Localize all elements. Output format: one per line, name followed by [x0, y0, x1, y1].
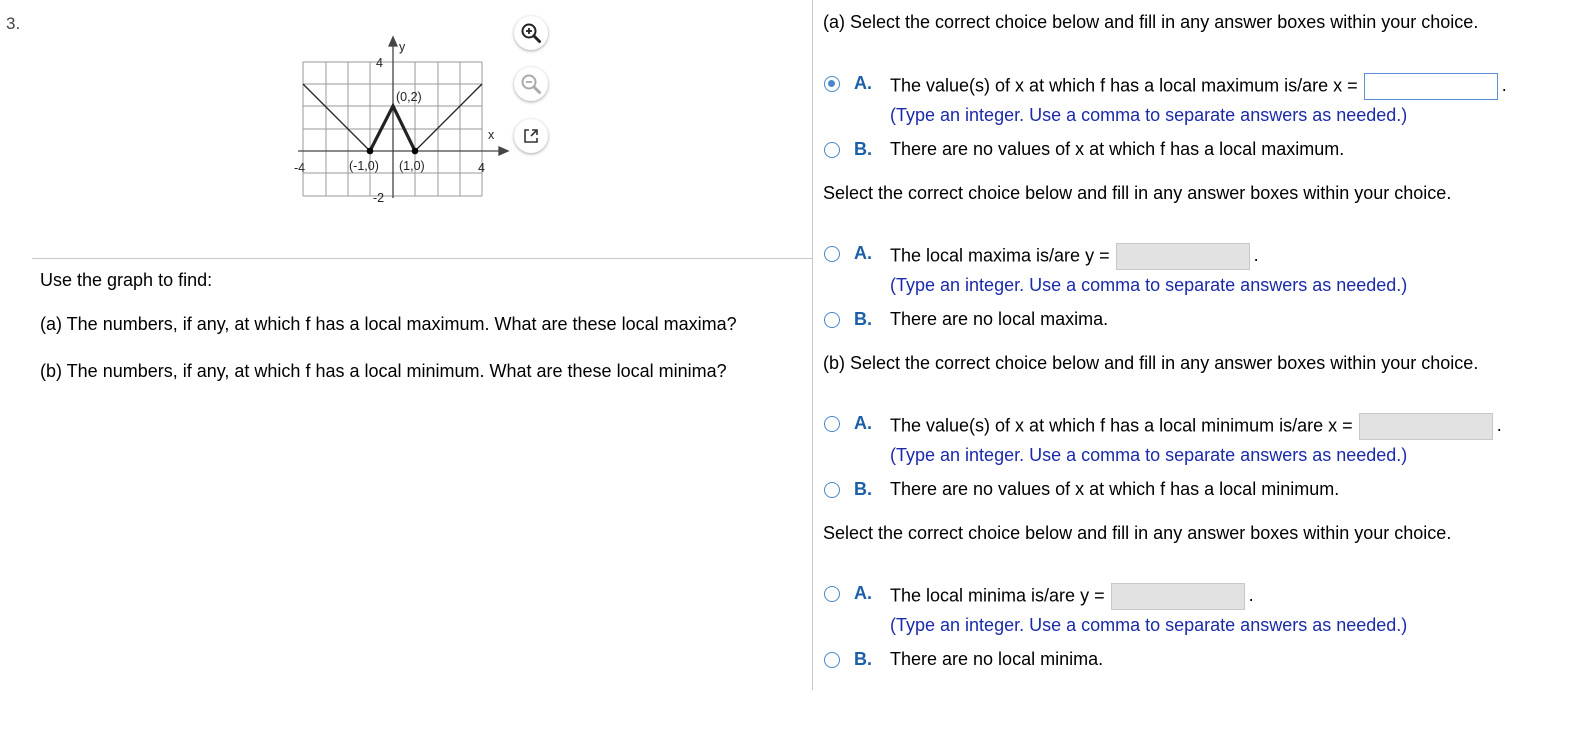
choice-letter: A. [854, 413, 872, 433]
radio-b-no-max-y[interactable] [824, 312, 840, 328]
hint-text: (Type an integer. Use a comma to separate answers as needed.) [890, 445, 1408, 465]
section-a-instruction: (a) Select the correct choice below and fill in any answer boxes within your choice. [823, 12, 1479, 32]
x-axis-label: x [488, 128, 495, 142]
choice-text: The value(s) of x at which f has a local minimum is/are x = [890, 415, 1353, 436]
choice-text: There are no values of x at which f has a local minimum. [890, 479, 1340, 499]
radio-b-no-min-x[interactable] [824, 482, 840, 498]
choice-letter: A. [854, 243, 872, 263]
y-axis-label: y [399, 40, 406, 54]
choice-text: There are no values of x at which f has a local maximum. [890, 139, 1345, 159]
tick-y-top: 4 [376, 56, 383, 70]
section-b-instruction: (b) Select the correct choice below and fill in any answer boxes within your choice. [823, 353, 1479, 373]
prompt-intro: Use the graph to find: [40, 270, 213, 290]
radio-a-min-y[interactable] [824, 586, 840, 602]
choice-text: There are no local maxima. [890, 309, 1109, 329]
prompt-part-b: (b) The numbers, if any, at which f has a local minimum. What are these local minima? [40, 361, 727, 381]
point-min-right [412, 148, 419, 155]
period: . [1248, 585, 1254, 606]
function-graph [290, 35, 515, 205]
left-divider [32, 258, 812, 259]
choice-letter: B. [854, 309, 872, 329]
choice-text: The local minima is/are y = [890, 585, 1105, 606]
question-number: 3. [6, 14, 21, 33]
panel-divider [812, 0, 813, 690]
choice-letter: B. [854, 479, 872, 499]
choice-text: The local maxima is/are y = [890, 245, 1110, 266]
period: . [1496, 415, 1502, 436]
external-link-icon [521, 126, 541, 146]
radio-a-max-y[interactable] [824, 246, 840, 262]
hint-text: (Type an integer. Use a comma to separate answers as needed.) [890, 275, 1408, 295]
choice-letter: A. [854, 73, 872, 93]
period: . [1253, 245, 1259, 266]
popout-button[interactable] [514, 119, 548, 153]
radio-b-no-max-x[interactable] [824, 142, 840, 158]
axes [298, 37, 508, 198]
zoom-out-button[interactable] [514, 67, 548, 101]
choice-text: There are no local minima. [890, 649, 1104, 669]
radio-a-min-x[interactable] [824, 416, 840, 432]
zoom-in-icon [520, 22, 542, 44]
label-local-max: (0,2) [396, 90, 422, 104]
radio-a-max-x[interactable] [824, 76, 840, 92]
section-b2-instruction: Select the correct choice below and fill in any answer boxes within your choice. [823, 523, 1452, 543]
choice-text: The value(s) of x at which f has a local maximum is/are x = [890, 75, 1358, 96]
label-min-left: (-1,0) [349, 159, 379, 173]
section-a2-instruction: Select the correct choice below and fill in any answer boxes within your choice. [823, 183, 1452, 203]
choice-letter: B. [854, 649, 872, 669]
radio-b-no-min-y[interactable] [824, 652, 840, 668]
choice-letter: B. [854, 139, 872, 159]
tick-y-bottom: -2 [373, 191, 385, 205]
zoom-out-icon [520, 73, 542, 95]
period: . [1501, 75, 1507, 96]
label-min-right: (1,0) [399, 159, 425, 173]
answer-box-max-y[interactable] [1116, 243, 1250, 270]
hint-text: (Type an integer. Use a comma to separate answers as needed.) [890, 105, 1408, 125]
hint-text: (Type an integer. Use a comma to separate answers as needed.) [890, 615, 1408, 635]
answer-box-max-x[interactable] [1364, 73, 1498, 100]
answer-box-min-x[interactable] [1359, 413, 1493, 440]
prompt-part-a: (a) The numbers, if any, at which f has a local maximum. What are these local maxima? [40, 314, 737, 334]
tick-x-right: 4 [478, 161, 485, 175]
point-min-left [367, 148, 374, 155]
answer-box-min-y[interactable] [1111, 583, 1245, 610]
zoom-in-button[interactable] [514, 16, 548, 50]
choice-letter: A. [854, 583, 872, 603]
tick-x-left: -4 [294, 161, 306, 175]
